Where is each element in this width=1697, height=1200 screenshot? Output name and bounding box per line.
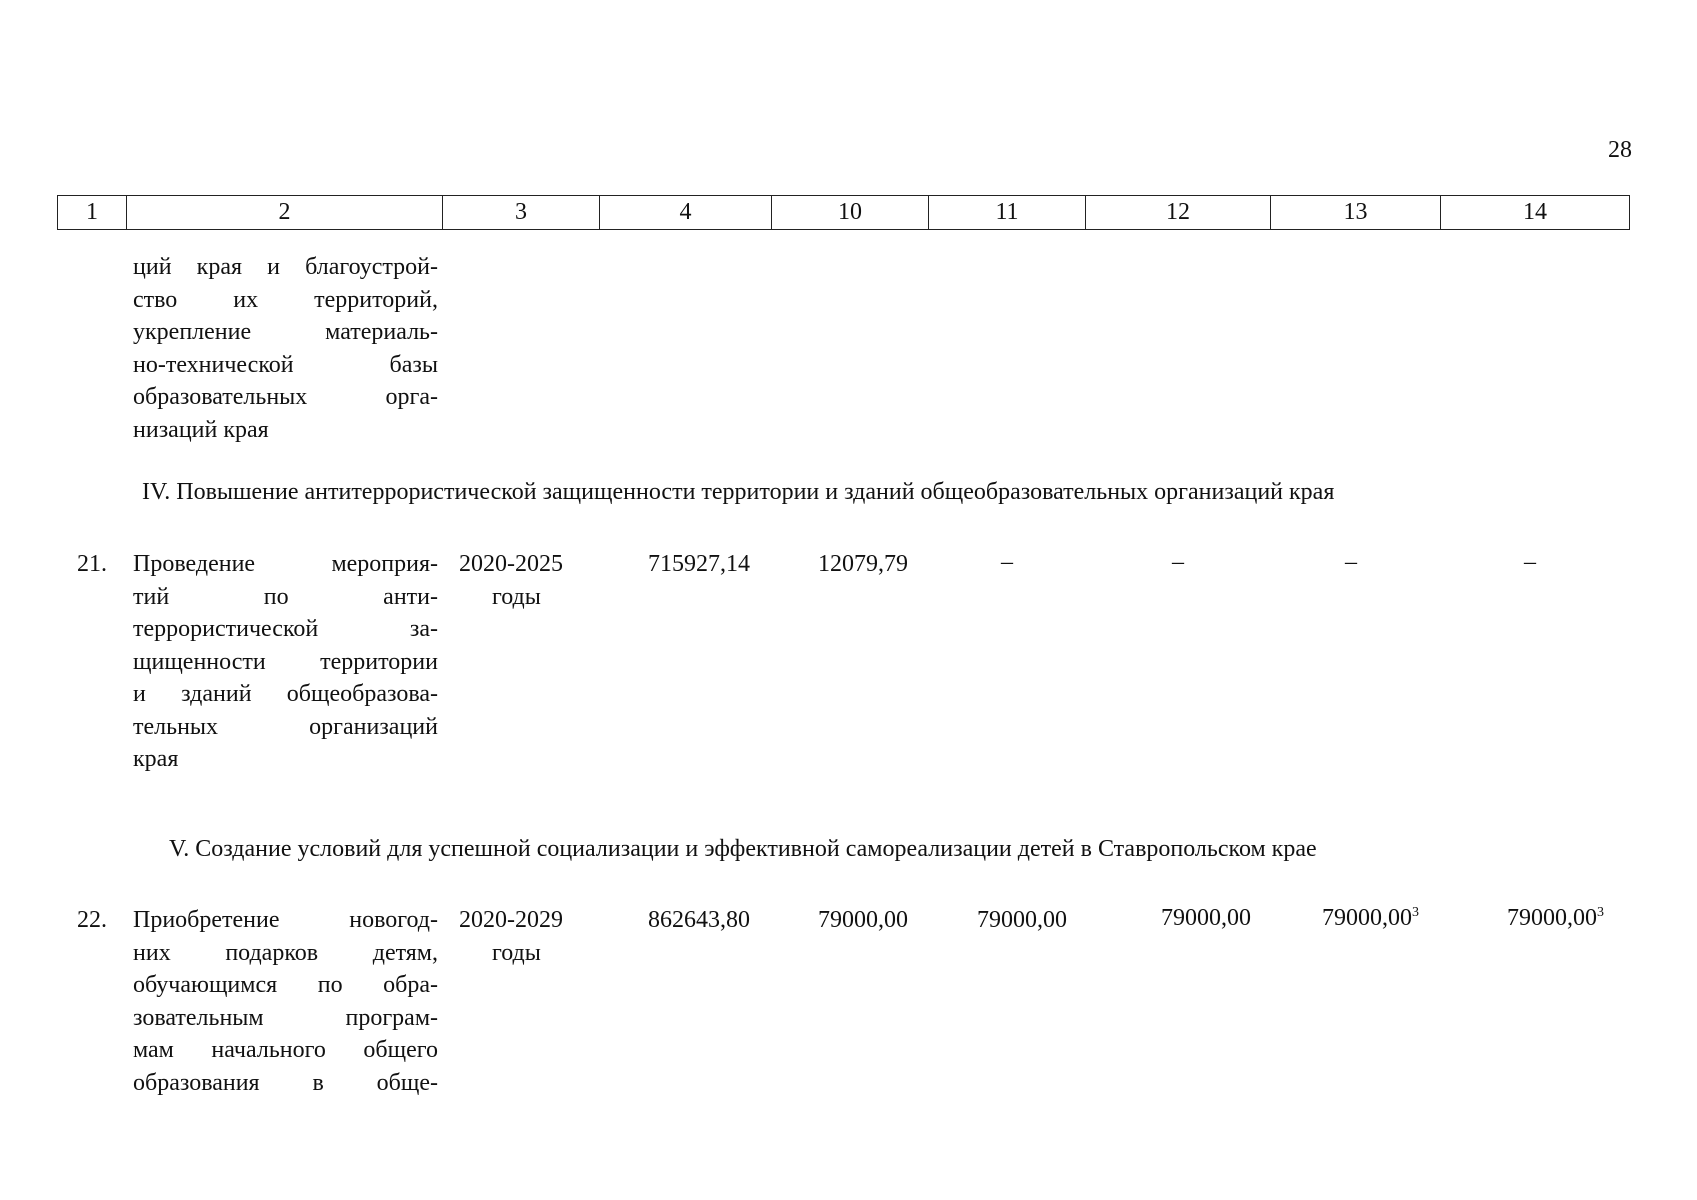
row-21-number: 21. xyxy=(77,551,107,577)
row-21-period-unit: годы xyxy=(492,584,541,610)
continuation-description xyxy=(133,251,438,446)
page-number: 28 xyxy=(1608,137,1632,163)
footnote-mark: 3 xyxy=(1597,905,1604,920)
header-col-10: 10 xyxy=(772,196,929,230)
desc-line: укрепление материаль- xyxy=(133,319,438,345)
row-22-col-14-value: 79000,00 xyxy=(1507,905,1597,931)
row-21-col-4: 715927,14 xyxy=(648,551,750,577)
row-22-period-unit: годы xyxy=(492,940,541,966)
desc-line: Приобретение новогод- xyxy=(133,907,438,933)
row-22-col-12: 79000,00 xyxy=(1161,905,1251,931)
row-21-col-14: – xyxy=(1524,549,1536,575)
desc-line: зовательным програм- xyxy=(133,1004,438,1031)
desc-line: Проведение мероприя- xyxy=(133,551,438,577)
header-col-1: 1 xyxy=(58,196,127,230)
desc-line: щищенности территории xyxy=(133,648,438,675)
desc-line: образования в обще- xyxy=(133,1069,438,1096)
header-col-2: 2 xyxy=(127,196,443,230)
row-22-period: 2020-2029 xyxy=(459,907,563,933)
row-21-period: 2020-2025 xyxy=(459,551,563,577)
desc-line: ство их территорий, xyxy=(133,286,438,313)
row-22-number: 22. xyxy=(77,907,107,933)
desc-line: мам начального общего xyxy=(133,1037,438,1063)
desc-line: них подарков детям, xyxy=(133,939,438,966)
row-22-col-11: 79000,00 xyxy=(977,907,1067,933)
row-21-col-12: – xyxy=(1172,549,1184,575)
header-col-12: 12 xyxy=(1086,196,1271,230)
header-col-14: 14 xyxy=(1441,196,1630,230)
column-header-table xyxy=(57,195,1630,230)
row-22-col-13-value: 79000,00 xyxy=(1322,905,1412,931)
row-22-col-4: 862643,80 xyxy=(648,907,750,933)
row-21-col-10: 12079,79 xyxy=(818,551,908,577)
row-21-col-11: – xyxy=(1001,549,1013,575)
header-row xyxy=(58,196,1630,230)
section-v-title: V. Создание условий для успешной социализации и эффективной самореализации детей в Ставропольском крае xyxy=(169,836,1317,862)
desc-line: тий по анти- xyxy=(133,583,438,610)
desc-line: тельных организаций xyxy=(133,713,438,740)
desc-line: обучающимся по обра- xyxy=(133,972,438,998)
desc-line: ций края и благоустрой- xyxy=(133,254,438,280)
header-col-11: 11 xyxy=(929,196,1086,230)
row-22-col-14 xyxy=(1507,902,1604,935)
desc-line: но-технической базы xyxy=(133,351,438,378)
header-col-3: 3 xyxy=(443,196,600,230)
desc-line: края xyxy=(133,746,179,772)
header-col-13: 13 xyxy=(1271,196,1441,230)
desc-line: и зданий общеобразова- xyxy=(133,681,438,707)
row-22-description xyxy=(133,904,438,1099)
section-iv-title: IV. Повышение антитеррористической защищенности территории и зданий общеобразовательных организаций края xyxy=(142,479,1335,505)
footnote-mark: 3 xyxy=(1412,905,1419,920)
desc-line: террористической за- xyxy=(133,616,438,642)
desc-line: низаций края xyxy=(133,416,269,443)
desc-line: образовательных орга- xyxy=(133,384,438,410)
row-22-col-10: 79000,00 xyxy=(818,907,908,933)
row-21-col-13: – xyxy=(1345,549,1357,575)
header-col-4: 4 xyxy=(600,196,772,230)
row-22-col-13 xyxy=(1322,902,1419,935)
row-21-description xyxy=(133,548,438,776)
